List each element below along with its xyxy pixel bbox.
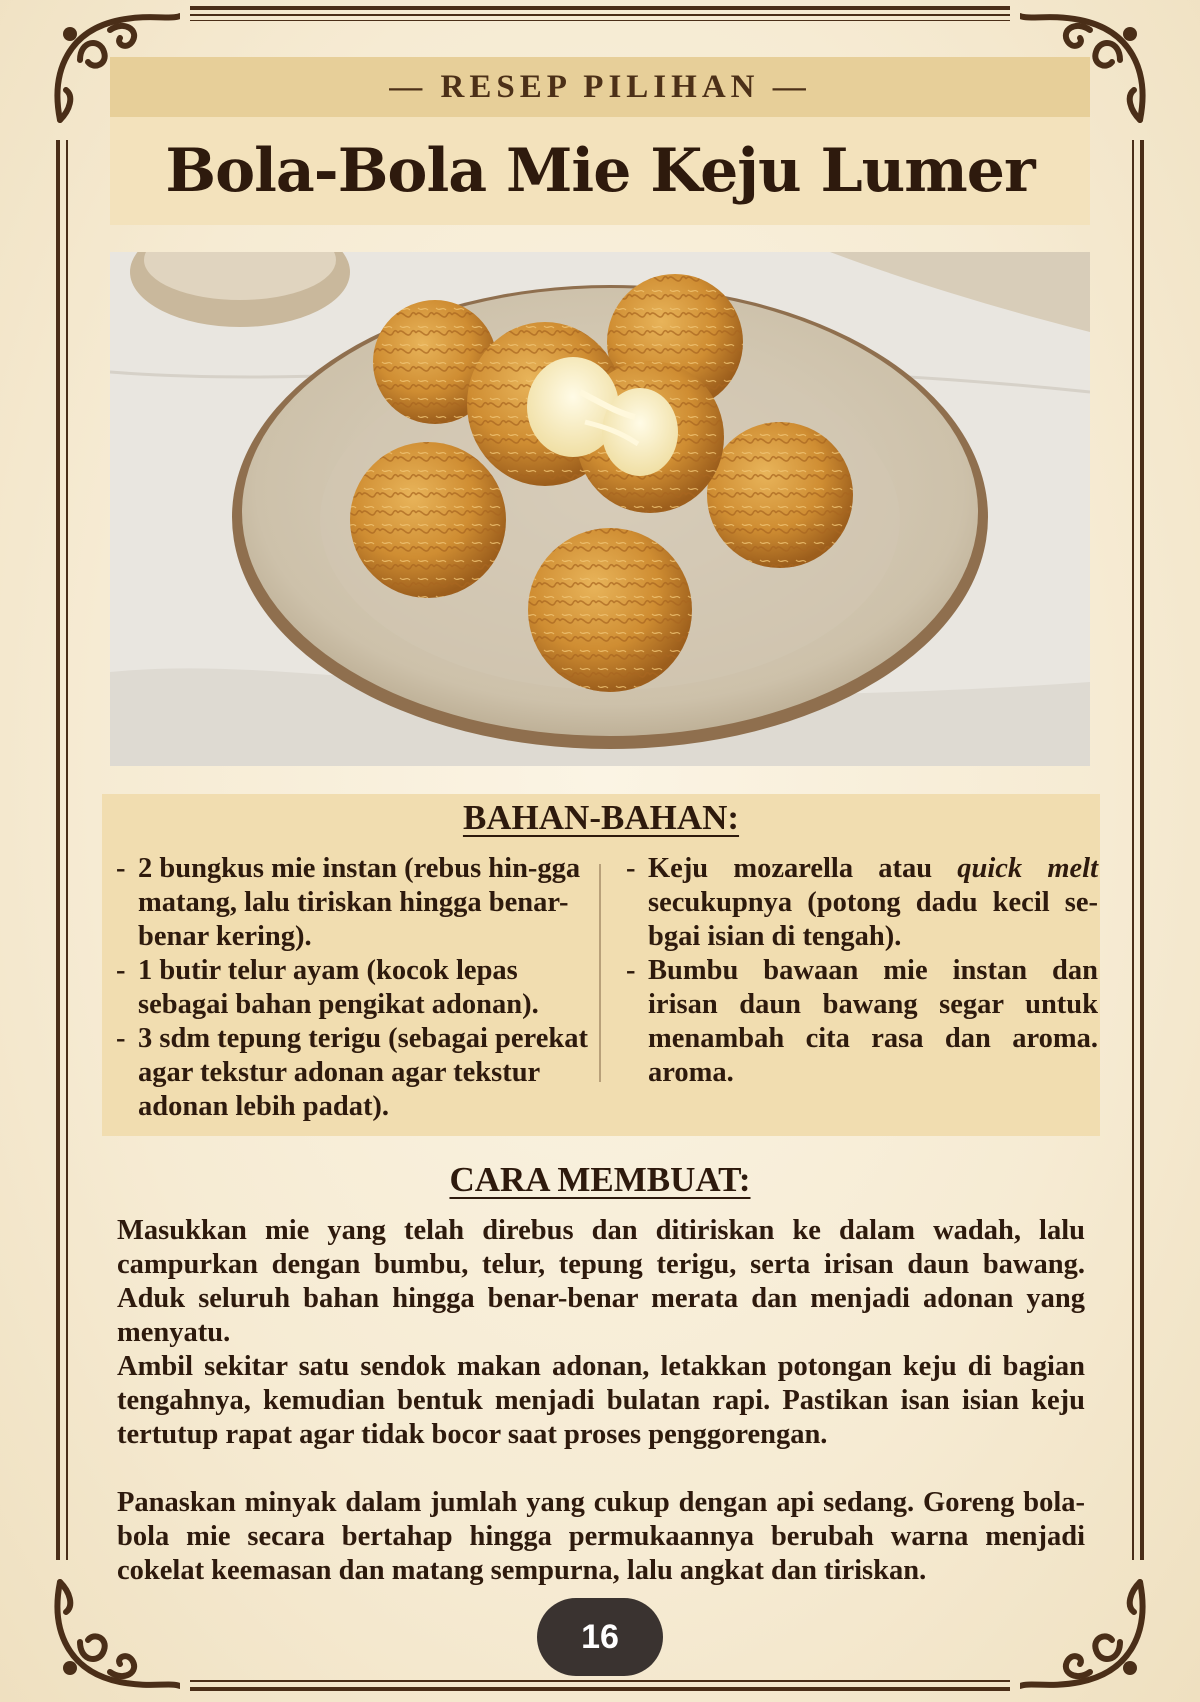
ingredient-text: 1 butir telur ayam (kocok lepas sebagai bahan pengikat adonan). (138, 955, 539, 1020)
bullet-dash: - (626, 853, 636, 884)
ingredients-box (102, 794, 1100, 1136)
noodle-balls-illustration (110, 252, 1090, 766)
title-box (110, 117, 1090, 225)
recipe-photo (110, 252, 1090, 766)
list-item (116, 852, 588, 954)
page-number: 16 (581, 1617, 619, 1656)
bullet-dash: - (626, 955, 636, 986)
ingredient-text: 3 sdm tepung terigu (sebagai perekat agar tekstur adonan agar tekstur adonan lebih padat). (138, 1023, 588, 1122)
list-item (626, 852, 1098, 954)
section-label: — RESEP PILIHAN — (389, 68, 811, 105)
method-paragraph: Masukkan mie yang telah direbus dan ditiriskan ke dalam wadah, lalu campurkan dengan bumbu, telur, tepung terigu, serta irisan daun bawang. Aduk seluruh bahan hingga benar-benar merata dan menjadi adonan yang menyatu. (117, 1215, 1085, 1348)
ingredient-text: 2 bungkus mie instan (rebus hin-gga matang, lalu tiriskan hingga benar-benar kering). (138, 853, 581, 952)
list-item (626, 954, 1098, 1090)
recipe-title: Bola-Bola Mie Keju Lumer (165, 136, 1035, 206)
column-divider (599, 864, 601, 1082)
method-heading: CARA MEMBUAT: (449, 1160, 751, 1199)
bullet-dash: - (116, 1023, 126, 1054)
ingredients-heading: BAHAN-BAHAN: (462, 798, 740, 837)
ingredient-text-part: secukupnya (potong dadu kecil se-bgai isian di tengah). (648, 887, 1098, 952)
section-label-band (110, 57, 1090, 117)
method-paragraph: Panaskan minyak dalam jumlah yang cukup dengan api sedang. Goreng bola-bola mie secara bertahap hingga permukaannya berubah warna menjadi cokelat keemasan dan matang sempurna, lalu angkat dan tiriskan. (117, 1487, 1085, 1586)
ingredients-left-column (116, 852, 588, 1124)
list-item (116, 1022, 588, 1124)
method-steps (117, 1214, 1085, 1588)
ingredient-text: Bumbu bawaan mie instan dan irisan daun bawang segar untuk menambah cita rasa dan aroma. aroma. (648, 955, 1098, 1088)
page-number-badge (537, 1598, 663, 1676)
ingredient-text-emphasis: quick melt (957, 853, 1099, 884)
ingredient-text (648, 852, 1098, 954)
bullet-dash: - (116, 853, 126, 884)
ingredient-text-part: Keju mozarella atau (648, 853, 958, 884)
ingredients-right-column (626, 852, 1098, 1090)
list-item (116, 954, 588, 1022)
bullet-dash: - (116, 955, 126, 986)
method-paragraph: Ambil sekitar satu sendok makan adonan, letakkan potongan keju di bagian tengahnya, kemudian bentuk menjadi bulatan rapi. Pastikan isan isian keju tertutup rapat agar tidak bocor saat proses penggorengan. (117, 1351, 1085, 1450)
